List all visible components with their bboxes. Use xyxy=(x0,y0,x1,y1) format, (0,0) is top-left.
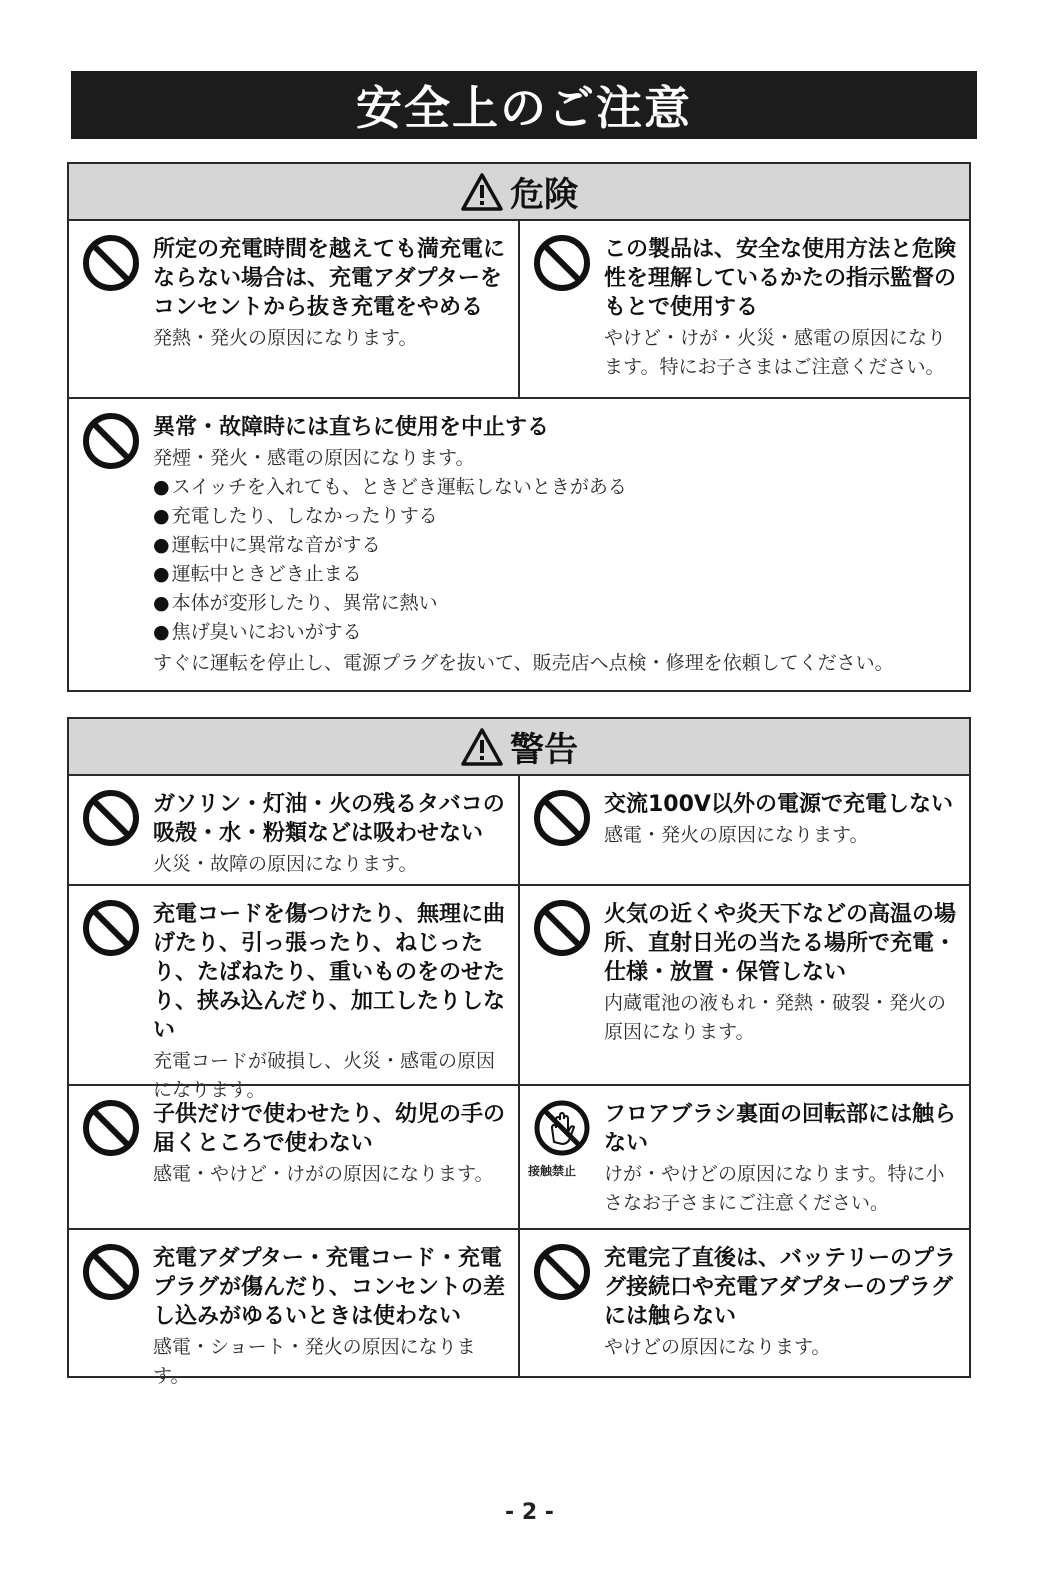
item-heading: 所定の充電時間を越えても満充電にならない場合は、充電アダプターをコンセントから抜き充電をやめる xyxy=(153,237,506,320)
warning-item-cord-damage xyxy=(69,886,518,1101)
warning-section xyxy=(67,717,971,1387)
prohibition-icon xyxy=(81,1242,141,1302)
danger-row-2 xyxy=(69,399,969,690)
warning-row-1 xyxy=(69,776,969,886)
item-body: やけどの原因になります。 xyxy=(604,1336,831,1358)
prohibition-icon xyxy=(81,411,141,471)
danger-item-supervision xyxy=(518,221,969,397)
danger-row-1 xyxy=(69,221,969,399)
item-body: 火災・故障の原因になります。 xyxy=(153,853,418,875)
item-outro: すぐに運転を停止し、電源プラグを抜いて、販売店へ点検・修理を依頼してください。 xyxy=(153,652,894,674)
no-touch-icon xyxy=(532,1098,592,1158)
prohibition-icon xyxy=(532,788,592,848)
warning-item-power-source xyxy=(518,776,969,884)
warning-item-rotating-brush xyxy=(518,1086,969,1228)
warning-triangle-icon xyxy=(460,727,504,767)
warning-item-high-temperature xyxy=(518,886,969,1084)
warning-row-4 xyxy=(69,1230,969,1387)
list-item: ● 運転中ときどき止まる xyxy=(153,560,957,589)
warning-item-flammables xyxy=(69,776,518,884)
warning-triangle-icon xyxy=(460,172,504,212)
prohibition-icon xyxy=(532,1242,592,1302)
item-heading: 充電コードを傷つけたり、無理に曲げたり、引っ張ったり、ねじったり、たばねたり、重いものをのせたり、挟み込んだり、加工したりしない xyxy=(153,902,506,1043)
warning-item-damaged-adapter xyxy=(69,1230,518,1387)
item-heading: 交流100V以外の電源で充電しない xyxy=(604,792,953,817)
no-touch-caption: 接触禁止 xyxy=(528,1164,577,1178)
item-body: 感電・発火の原因になります。 xyxy=(604,824,869,846)
list-item: ● 本体が変形したり、異常に熱い xyxy=(153,589,957,618)
item-heading: 充電アダプター・充電コード・充電プラグが傷んだり、コンセントの差し込みがゆるいときは使わない xyxy=(153,1246,506,1329)
warning-row-3 xyxy=(69,1086,969,1230)
prohibition-icon xyxy=(532,898,592,958)
prohibition-icon xyxy=(81,788,141,848)
item-heading: この製品は、安全な使用方法と危険性を理解しているかたの指示監督のもとで使用する xyxy=(604,237,957,320)
warning-header xyxy=(69,719,969,776)
item-body: 発熱・発火の原因になります。 xyxy=(153,327,418,349)
list-item: ● 焦げ臭いにおいがする xyxy=(153,618,957,647)
danger-section xyxy=(67,162,971,692)
prohibition-icon xyxy=(532,233,592,293)
page-number: - 2 - xyxy=(505,1500,554,1525)
item-heading: 異常・故障時には直ちに使用を中止する xyxy=(153,415,550,440)
warning-item-children xyxy=(69,1086,518,1228)
item-heading: ガソリン・灯油・火の残るタバコの吸殻・水・粉類などは吸わせない xyxy=(153,792,505,846)
prohibition-icon xyxy=(81,898,141,958)
item-body: けが・やけどの原因になります。特に小さなお子さまにご注意ください。 xyxy=(604,1163,945,1214)
item-body: 感電・やけど・けがの原因になります。 xyxy=(153,1163,494,1185)
item-heading: 子供だけで使わせたり、幼児の手の届くところで使わない xyxy=(153,1102,506,1156)
item-body: 感電・ショート・発火の原因になります。 xyxy=(153,1336,476,1387)
item-heading: 火気の近くや炎天下などの高温の場所、直射日光の当たる場所で充電・仕様・放置・保管しない xyxy=(604,902,957,985)
danger-item-charging-time xyxy=(69,221,518,397)
item-heading: 充電完了直後は、バッテリーのプラグ接続口や充電アダプターのプラグには触らない xyxy=(604,1246,957,1329)
prohibition-icon xyxy=(81,233,141,293)
item-intro: 発煙・発火・感電の原因になります。 xyxy=(153,447,475,469)
warning-row-2 xyxy=(69,886,969,1101)
symptom-list xyxy=(153,473,957,647)
item-body: 内蔵電池の液もれ・発熱・破裂・発火の原因になります。 xyxy=(604,992,947,1043)
list-item: ● スイッチを入れても、ときどき運転しないときがある xyxy=(153,473,957,502)
item-body: やけど・けが・火災・感電の原因になります。特にお子さまはご注意ください。 xyxy=(604,327,947,378)
page-title: 安全上のご注意 xyxy=(71,71,977,139)
danger-header xyxy=(69,164,969,221)
danger-item-malfunction xyxy=(69,399,969,690)
warning-item-hot-plug xyxy=(518,1230,969,1376)
list-item: ● 充電したり、しなかったりする xyxy=(153,502,957,531)
item-body: 充電コードが破損し、火災・感電の原因になります。 xyxy=(153,1050,496,1101)
list-item: ● 運転中に異常な音がする xyxy=(153,531,957,560)
danger-heading: 危険 xyxy=(510,175,578,215)
prohibition-icon xyxy=(81,1098,141,1158)
warning-heading: 警告 xyxy=(510,730,578,770)
item-heading: フロアブラシ裏面の回転部には触らない xyxy=(604,1102,957,1156)
